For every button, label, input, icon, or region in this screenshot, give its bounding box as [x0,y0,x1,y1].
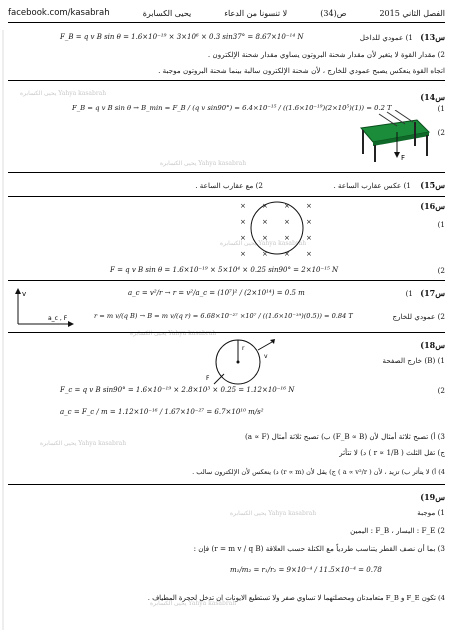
page-header [8,6,445,20]
q18-a4: 4) أ) لا يتأثر ب) تزيد ، لأن ( a ∝ v²/r ) ج) يقل لأن (r ∝ m) د) ينعكس لأن الإلكترون سالب . [192,468,445,476]
q17-vector-figure [12,286,82,330]
arrow-head [15,288,21,294]
q18-circle-figure [198,336,278,388]
force-label: F [401,154,406,162]
q18-a2-num: 2) [437,386,445,395]
header-dua: لا تنسونا من الدعاء [224,8,288,18]
header-page: ص(34) [320,8,347,18]
svg-text:×: × [262,234,268,242]
q15-a1: 1) عكس عقارب الساعة . [333,181,411,190]
q13-a1-text: 1) عمودي للداخل [359,33,413,42]
force-label: F [206,375,210,382]
q14-label: س14) [420,92,445,102]
svg-text:×: × [262,202,268,210]
q19-a4: 4) تكون F_E و F_B متعامدتان ومحصلتهما لا تساوي صفر ولا تستطيع الايونات ان تدخل لحجرة المطياف . [147,594,445,602]
watermark: Yahya kasabrah يحيى الكسابرة [130,330,217,337]
q14-a1-equation: F_B = q v B sin θ → B_min = F_B / (q v sin90°) = 6.4×10⁻¹⁵ / ((1.6×10⁻¹⁹)(2×10⁵)(1)) = 0.2 T [72,104,392,112]
q16-a2-equation: F = q v B sin θ = 1.6×10⁻¹⁹ × 5×10⁴ × 0.25 sin90° = 2×10⁻¹⁵ N [110,266,339,274]
q17-a1-num: 1) [405,289,413,298]
q15-label: س15) [420,180,445,190]
section-rule [8,172,445,173]
q16-a2-num: 2) [437,266,445,275]
svg-text:×: × [240,250,246,258]
q16-a1-num: 1) [437,220,445,229]
section-rule [8,280,445,281]
svg-text:×: × [284,218,290,226]
watermark: Yahya kasabrah يحيى الكسابرة [160,160,247,167]
svg-text:×: × [240,218,246,226]
svg-text:×: × [306,234,312,242]
q18-a3a: 3) أ) تصبح ثلاثة أمثال لأن (F_B ∝ B) ب) تصبح ثلاثة أمثال (a ∝ F) [244,432,445,441]
q16-field-figure [232,198,322,258]
q19-label: س19) [420,492,445,502]
watermark: Yahya kasabrah يحيى الكسابرة [230,510,317,517]
q19-a3-equation: m₁/m₂ = r₁/r₂ = 9×10⁻⁴ / 11.5×10⁻⁴ = 0.78 [230,566,382,574]
watermark: Yahya kasabrah يحيى الكسابرة [40,440,127,447]
margin-line [2,30,4,630]
q14-a2-num: 2) [437,128,445,137]
q17-a2-text: 2) عمودي للخارج [392,312,445,321]
radius-label: r [242,345,245,352]
velocity-label: v [22,290,27,298]
watermark: Yahya kasabrah يحيى الكسابرة [220,240,307,247]
q15-a2: 2) مع عقارب الساعة . [195,181,263,190]
q13-label: س13) [420,32,445,42]
wire [387,112,405,124]
q18-label: س18) [420,340,445,350]
section-rule [8,80,445,81]
svg-text:×: × [284,202,290,210]
arrow-head [68,321,74,327]
watermark: Yahya kasabrah يحيى الكسابرة [150,600,237,607]
q13-a1-equation: F_B = q v B sin θ = 1.6×10⁻¹⁹ × 3×10⁶ × 0.3 sin37° = 8.67×10⁻¹⁴ N [60,33,304,41]
q18-a1: 1) (B) خارج الصفحة [382,356,445,365]
header-author: يحيى الكسابرة [142,8,192,18]
velocity-label: v [264,353,268,360]
center-dot [237,361,240,364]
q14-table-figure [357,110,431,164]
section-rule [8,484,445,485]
svg-text:×: × [306,202,312,210]
header-site: facebook.com/kasabrah [8,8,110,18]
q19-a2: 2) F_E : اليسار ، F_B : اليمين [350,526,445,535]
q18-a3c: ج) تقل الثلث ( r ∝ 1/B ) د) لا تتأثر [339,448,445,457]
q18-a2-eq2: a_c = F_c / m = 1.12×10⁻¹⁶ / 1.67×10⁻²⁷ = 6.7×10¹⁰ m/s² [60,408,264,416]
svg-text:×: × [240,202,246,210]
velocity-vector [258,342,272,350]
q18-a2-eq1: F_c = q v B sin90° = 1.6×10⁻¹⁹ × 2.8×10³ × 0.25 = 1.12×10⁻¹⁶ N [60,386,295,394]
q17-a1-equation: a_c = v²/r → r = v²/a_c = (10⁷)² / (2×10¹⁴) = 0.5 m [128,289,305,297]
header-term: الفصل الثاني 2015 [379,8,445,18]
q14-a1-num: 1) [437,104,445,113]
section-rule [8,196,445,197]
force-label: a_c , F [48,315,68,322]
header-rule [8,22,445,23]
q16-label: س16) [420,201,445,211]
q19-a3: 3) بما أن نصف القطر يتناسب طردياً مع الكتلة حسب العلاقة (r = m v / q B) فإن : [193,544,445,553]
arrow-head [394,152,400,158]
orbit-circle [251,202,303,254]
q17-label: س17) [420,288,445,298]
svg-text:×: × [306,250,312,258]
q13-a2: 2) مقدار القوة لا يتغير لأن مقدار شحنة البروتون يساوي مقدار شحنة الإلكترون . [207,50,445,59]
svg-text:×: × [262,218,268,226]
q19-a1: 1) موجبة [417,508,445,517]
svg-text:×: × [262,250,268,258]
svg-text:×: × [284,250,290,258]
svg-text:×: × [284,234,290,242]
svg-text:×: × [306,218,312,226]
svg-text:×: × [240,234,246,242]
wire [395,110,413,122]
watermark: Yahya kasabrah يحيى الكسابرة [20,90,107,97]
q17-a2-equation: r = m v/(q B) → B = m v/(q r) = 6.68×10⁻²⁷ ×10⁷ / ((1.6×10⁻¹⁹)(0.5)) = 0.84 T [94,312,353,320]
q13-a3: اتجاه القوة ينعكس يصبح عمودي للخارج ، لأن شحنة الإلكترون سالبة بينما شحنة البروتون موجبة . [158,66,445,75]
force-vector [214,374,224,384]
section-rule [8,332,445,333]
